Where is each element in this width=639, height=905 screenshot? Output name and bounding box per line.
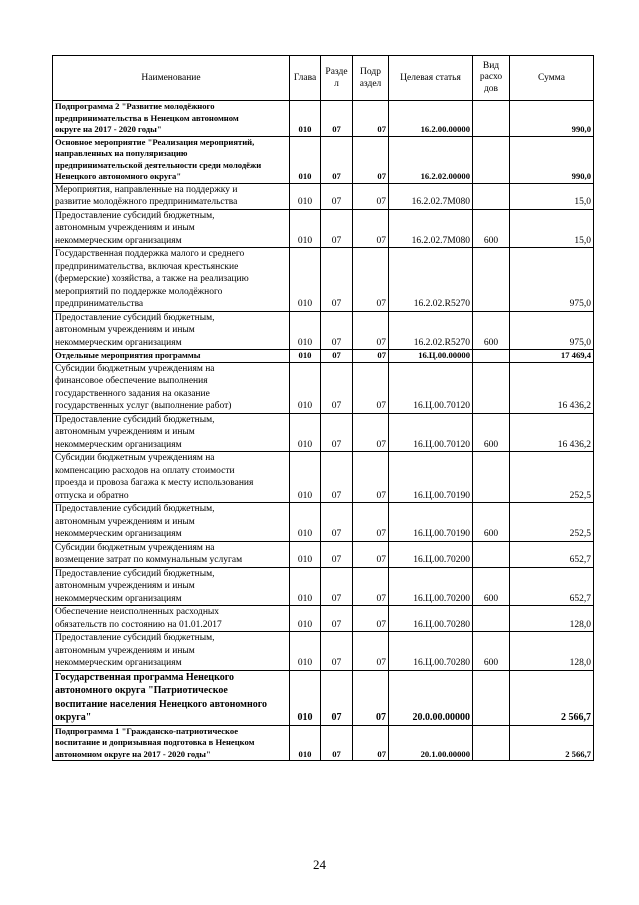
row-subsection: 07 (353, 311, 389, 350)
row-sum: 16 436,2 (510, 362, 594, 413)
table-row (53, 136, 594, 183)
row-sum: 2 566,7 (510, 670, 594, 725)
table-row (53, 350, 594, 363)
row-sum: 128,0 (510, 632, 594, 671)
table-row (53, 209, 594, 248)
row-subsection: 07 (353, 183, 389, 209)
table-row (53, 632, 594, 671)
row-name: Предоставление субсидий бюджетным, автономным учреждениям и иным некоммерческим организациям (53, 503, 290, 542)
row-sum: 15,0 (510, 183, 594, 209)
row-kind (473, 136, 510, 183)
row-subsection: 07 (353, 101, 389, 137)
row-chapter: 010 (290, 248, 321, 312)
table-row (53, 567, 594, 606)
row-name: Субсидии бюджетным учреждениям на компенсацию расходов на оплату стоимости проезда и провоза багажа к месту использования отпуска и обратно (53, 452, 290, 503)
header-section: Разде л (321, 56, 353, 101)
row-target: 16.Ц.00.70120 (389, 362, 473, 413)
row-name: Обеспечение неисполненных расходных обязательств по состоянию на 01.01.2017 (53, 606, 290, 632)
row-target: 16.Ц.00.70190 (389, 452, 473, 503)
row-sum: 990,0 (510, 136, 594, 183)
row-name: Субсидии бюджетным учреждениям на финансовое обеспечение выполнения государственного задания на оказание государственных услуг (выполнение работ) (53, 362, 290, 413)
row-sum: 16 436,2 (510, 413, 594, 452)
row-section: 07 (321, 362, 353, 413)
row-subsection: 07 (353, 452, 389, 503)
row-name: Предоставление субсидий бюджетным, автономным учреждениям и иным некоммерческим организациям (53, 632, 290, 671)
row-chapter: 010 (290, 725, 321, 761)
row-chapter: 010 (290, 101, 321, 137)
row-name: Подпрограмма 2 "Развитие молодёжного предпринимательства в Ненецком автономном округе на 2017 - 2020 годы" (53, 101, 290, 137)
row-subsection: 07 (353, 209, 389, 248)
table-row (53, 362, 594, 413)
row-kind (473, 670, 510, 725)
table-row (53, 183, 594, 209)
row-section: 07 (321, 503, 353, 542)
row-subsection: 07 (353, 541, 389, 567)
row-sum: 2 566,7 (510, 725, 594, 761)
row-kind (473, 183, 510, 209)
row-section: 07 (321, 311, 353, 350)
header-subsection: Подр аздел (353, 56, 389, 101)
row-kind (473, 248, 510, 312)
row-section: 07 (321, 632, 353, 671)
row-kind: 600 (473, 209, 510, 248)
row-sum: 128,0 (510, 606, 594, 632)
table-row (53, 503, 594, 542)
row-section: 07 (321, 209, 353, 248)
row-chapter: 010 (290, 632, 321, 671)
row-subsection: 07 (353, 606, 389, 632)
row-chapter: 010 (290, 503, 321, 542)
row-chapter: 010 (290, 670, 321, 725)
row-name: Предоставление субсидий бюджетным, автономным учреждениям и иным некоммерческим организациям (53, 413, 290, 452)
row-chapter: 010 (290, 350, 321, 363)
row-section: 07 (321, 452, 353, 503)
row-target: 16.Ц.00.70280 (389, 606, 473, 632)
row-section: 07 (321, 413, 353, 452)
row-kind: 600 (473, 413, 510, 452)
row-target: 16.Ц.00.70120 (389, 413, 473, 452)
row-subsection: 07 (353, 248, 389, 312)
row-kind: 600 (473, 632, 510, 671)
row-sum: 990,0 (510, 101, 594, 137)
row-section: 07 (321, 670, 353, 725)
row-target: 16.2.02.7М080 (389, 209, 473, 248)
row-chapter: 010 (290, 311, 321, 350)
row-chapter: 010 (290, 567, 321, 606)
row-subsection: 07 (353, 503, 389, 542)
row-name: Государственная программа Ненецкого автономного округа "Патриотическое воспитание населения Ненецкого автономного округа" (53, 670, 290, 725)
row-subsection: 07 (353, 362, 389, 413)
row-name: Предоставление субсидий бюджетным, автономным учреждениям и иным некоммерческим организациям (53, 311, 290, 350)
row-kind (473, 541, 510, 567)
row-target: 20.0.00.00000 (389, 670, 473, 725)
row-kind: 600 (473, 503, 510, 542)
row-sum: 975,0 (510, 248, 594, 312)
table-row (53, 413, 594, 452)
row-kind (473, 350, 510, 363)
row-chapter: 010 (290, 606, 321, 632)
table-row (53, 725, 594, 761)
row-subsection: 07 (353, 632, 389, 671)
row-kind (473, 101, 510, 137)
row-name: Государственная поддержка малого и среднего предпринимательства, включая крестьянские (фермерские) хозяйства, а также на реализацию мероприятий по поддержке молодёжного предпринимательства (53, 248, 290, 312)
row-subsection: 07 (353, 725, 389, 761)
row-chapter: 010 (290, 362, 321, 413)
page-number: 24 (313, 857, 326, 872)
row-target: 16.Ц.00.70280 (389, 632, 473, 671)
row-target: 16.Ц.00.70190 (389, 503, 473, 542)
row-target: 16.2.02.R5270 (389, 248, 473, 312)
row-section: 07 (321, 606, 353, 632)
row-chapter: 010 (290, 413, 321, 452)
row-sum: 252,5 (510, 452, 594, 503)
row-target: 16.Ц.00.00000 (389, 350, 473, 363)
row-kind (473, 725, 510, 761)
row-kind (473, 452, 510, 503)
row-name: Подпрограмма 1 "Гражданско-патриотическое воспитание и допризывная подготовка в Ненецком автономном округе на 2017 - 2020 годы" (53, 725, 290, 761)
row-target: 16.Ц.00.70200 (389, 567, 473, 606)
row-chapter: 010 (290, 209, 321, 248)
row-subsection: 07 (353, 567, 389, 606)
row-kind (473, 606, 510, 632)
row-target: 16.2.00.00000 (389, 101, 473, 137)
row-kind: 600 (473, 311, 510, 350)
row-target: 16.2.02.00000 (389, 136, 473, 183)
table-row (53, 248, 594, 312)
row-sum: 652,7 (510, 567, 594, 606)
row-section: 07 (321, 350, 353, 363)
row-name: Мероприятия, направленные на поддержку и развитие молодёжного предпринимательства (53, 183, 290, 209)
header-row (53, 56, 594, 101)
row-section: 07 (321, 136, 353, 183)
row-section: 07 (321, 541, 353, 567)
row-chapter: 010 (290, 452, 321, 503)
row-sum: 975,0 (510, 311, 594, 350)
row-name: Предоставление субсидий бюджетным, автономным учреждениям и иным некоммерческим организациям (53, 567, 290, 606)
table-row (53, 311, 594, 350)
row-subsection: 07 (353, 350, 389, 363)
row-target: 16.2.02.R5270 (389, 311, 473, 350)
row-name: Субсидии бюджетным учреждениям на возмещение затрат по коммунальным услугам (53, 541, 290, 567)
row-name: Отдельные мероприятия программы (53, 350, 290, 363)
header-kind: Вид расхо дов (473, 56, 510, 101)
row-sum: 252,5 (510, 503, 594, 542)
row-target: 16.2.02.7М080 (389, 183, 473, 209)
row-section: 07 (321, 183, 353, 209)
row-name: Основное мероприятие "Реализация мероприятий, направленных на популяризацию предпринимательской деятельности среди молодёжи Ненецкого автономного округа" (53, 136, 290, 183)
table-row (53, 541, 594, 567)
header-name: Наименование (53, 56, 290, 101)
row-kind: 600 (473, 567, 510, 606)
row-section: 07 (321, 248, 353, 312)
row-section: 07 (321, 101, 353, 137)
row-section: 07 (321, 725, 353, 761)
row-subsection: 07 (353, 670, 389, 725)
budget-table (52, 55, 594, 761)
row-subsection: 07 (353, 136, 389, 183)
row-section: 07 (321, 567, 353, 606)
row-target: 16.Ц.00.70200 (389, 541, 473, 567)
row-chapter: 010 (290, 541, 321, 567)
row-subsection: 07 (353, 413, 389, 452)
header-target: Целевая статья (389, 56, 473, 101)
row-sum: 17 469,4 (510, 350, 594, 363)
table-row (53, 452, 594, 503)
row-sum: 15,0 (510, 209, 594, 248)
header-sum: Сумма (510, 56, 594, 101)
table-row (53, 670, 594, 725)
row-chapter: 010 (290, 136, 321, 183)
row-chapter: 010 (290, 183, 321, 209)
table-row (53, 101, 594, 137)
row-target: 20.1.00.00000 (389, 725, 473, 761)
row-name: Предоставление субсидий бюджетным, автономным учреждениям и иным некоммерческим организациям (53, 209, 290, 248)
table-row (53, 606, 594, 632)
row-sum: 652,7 (510, 541, 594, 567)
header-chapter: Глава (290, 56, 321, 101)
row-kind (473, 362, 510, 413)
